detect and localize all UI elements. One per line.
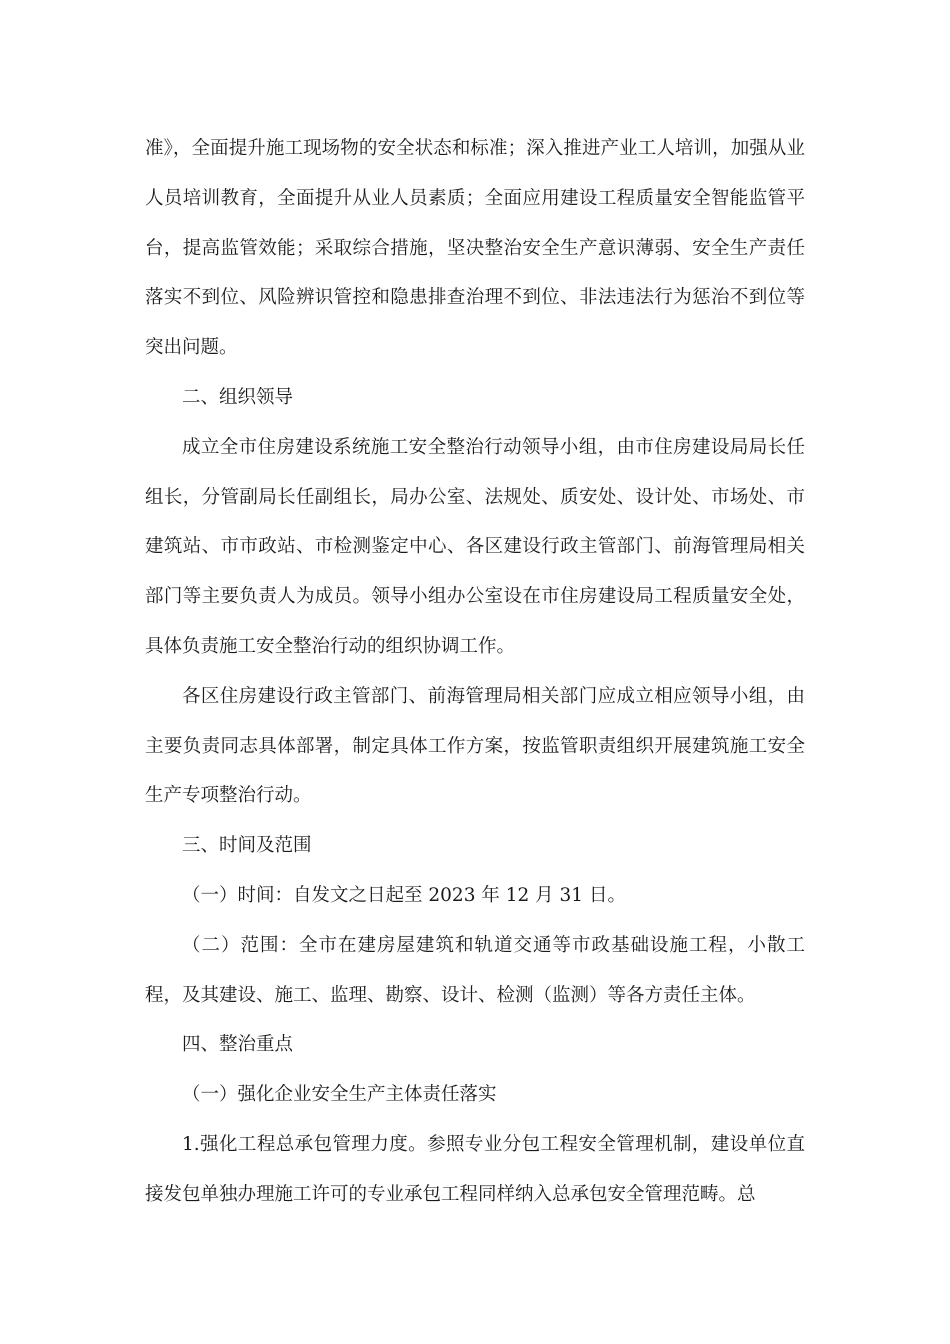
sub-heading-enterprise-responsibility: （一）强化企业安全生产主体责任落实 [182, 1084, 497, 1106]
section-heading-key-points: 四、整治重点 [182, 1034, 294, 1056]
paragraph-district-groups: 各区住房建设行政主管部门、前海管理局相关部门应成立相应领导小组，由主要负责同志具体部署，制定具体工作方案，按监管职责组织开展建筑施工安全生产专项整治行动。 [145, 685, 805, 807]
paragraph-general-contracting: 1.强化工程总承包管理力度。参照专业分包工程安全管理机制，建设单位直接发包单独办理施工许可的专业承包工程同样纳入总承包安全管理范畴。总 [145, 1133, 805, 1205]
paragraph-time: （一）时间：自发文之日起至 2023 年 12 月 31 日。 [182, 884, 626, 906]
paragraph-continued: 准》，全面提升施工现场物的安全状态和标准；深入推进产业工人培训，加强从业人员培训教育，全面提升从业人员素质；全面应用建设工程质量安全智能监管平台，提高监管效能；采取综合措施，坚决整治安全生产意识薄弱、安全生产责任落实不到位、风险辨识管控和隐患排查治理不到位、非法违法行为惩治不到位等突出问题。 [145, 138, 805, 359]
paragraph-scope: （二）范围：全市在建房屋建筑和轨道交通等市政基础设施工程，小散工程，及其建设、施工、监理、勘察、设计、检测（监测）等各方责任主体。 [145, 934, 805, 1006]
section-heading-organization: 二、组织领导 [182, 386, 294, 408]
section-heading-time-scope: 三、时间及范围 [182, 835, 312, 857]
document-body [145, 124, 805, 1220]
paragraph-leading-group: 成立全市住房建设系统施工安全整治行动领导小组，由市住房建设局局长任组长，分管副局长任副组长，局办公室、法规处、质安处、设计处、市场处、市建筑站、市市政站、市检测鉴定中心、各区建设行政主管部门、前海管理局相关部门等主要负责人为成员。领导小组办公室设在市住房建设局工程质量安全处，具体负责施工安全整治行动的组织协调工作。 [145, 436, 805, 657]
